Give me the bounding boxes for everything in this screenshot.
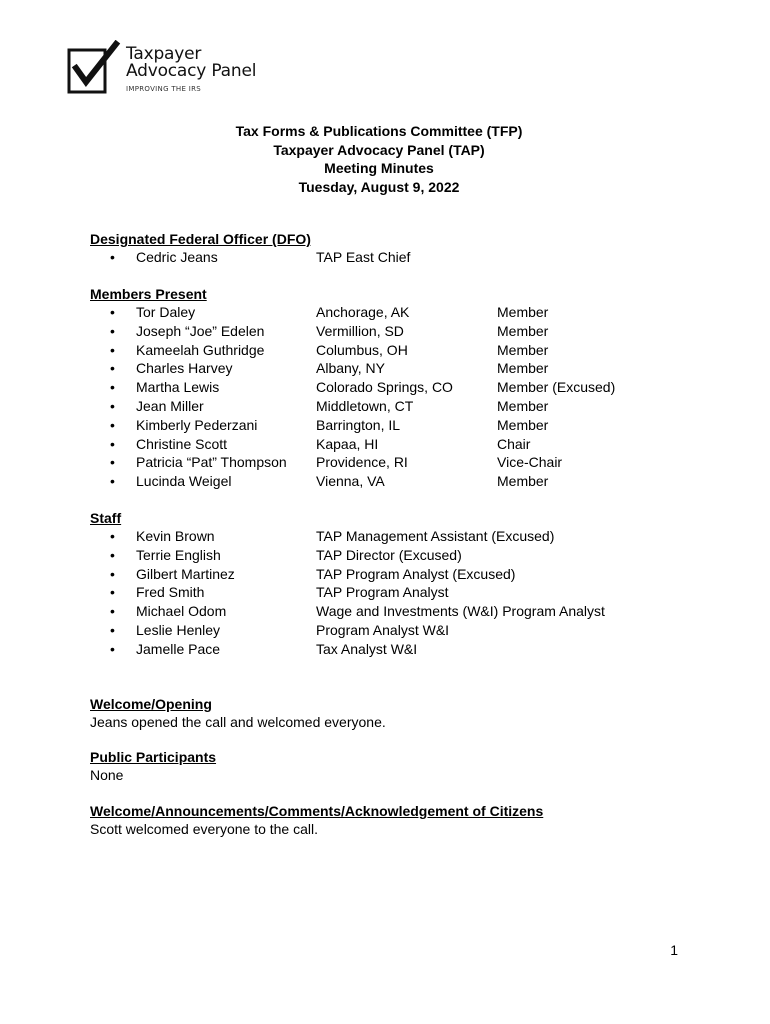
- staff-role: TAP Program Analyst (Excused): [316, 565, 516, 582]
- staff-name: Gilbert Martinez: [136, 565, 235, 582]
- member-name: Joseph “Joe” Edelen: [136, 322, 265, 339]
- public-participants-text: None: [90, 767, 124, 783]
- bullet: •: [110, 341, 115, 358]
- bullet: •: [110, 640, 115, 657]
- staff-name: Kevin Brown: [136, 528, 215, 544]
- welcome-opening-section: [90, 695, 386, 731]
- staff-name: Michael Odom: [136, 603, 227, 620]
- bullet: •: [110, 379, 115, 396]
- member-name: Christine Scott: [136, 435, 228, 452]
- title-committee: Tax Forms & Publications Committee (TFP): [235, 123, 523, 139]
- document-title: [0, 122, 758, 196]
- member-location: Anchorage, AK: [316, 304, 410, 320]
- member-name: Lucinda Weigel: [136, 473, 232, 490]
- staff-row: [90, 583, 449, 602]
- bullet: •: [110, 360, 115, 377]
- member-location: Columbus, OH: [316, 341, 408, 358]
- member-row: [90, 416, 549, 435]
- member-row: [90, 453, 563, 472]
- member-name: Charles Harvey: [136, 360, 233, 377]
- bullet: •: [110, 454, 115, 471]
- member-row: [90, 435, 531, 454]
- member-row: [90, 397, 549, 416]
- member-role: Member: [497, 322, 549, 339]
- bullet: •: [110, 565, 115, 582]
- member-name: Tor Daley: [136, 304, 196, 320]
- bullet: •: [110, 603, 115, 620]
- member-role: Member: [497, 473, 549, 490]
- member-name: Jean Miller: [136, 397, 204, 414]
- checkbox-check-icon: [66, 40, 122, 98]
- staff-row: [90, 640, 418, 659]
- member-name: Kimberly Pederzani: [136, 416, 258, 433]
- bullet: •: [110, 304, 115, 320]
- bullet: •: [110, 584, 115, 601]
- logo-tagline: IMPROVING THE IRS: [126, 85, 201, 93]
- member-name: Kameelah Guthridge: [136, 341, 265, 358]
- staff-role: Tax Analyst W&I: [316, 640, 418, 657]
- staff-row: [90, 602, 605, 621]
- bullet: •: [110, 473, 115, 490]
- announcements-text: Scott welcomed everyone to the call.: [90, 821, 319, 837]
- dfo-heading: Designated Federal Officer (DFO): [90, 231, 311, 247]
- bullet: •: [110, 621, 115, 638]
- public-participants-section: [90, 748, 216, 784]
- member-role: Member: [497, 360, 549, 377]
- member-location: Middletown, CT: [316, 397, 414, 414]
- member-role: Member: [497, 416, 549, 433]
- member-location: Vermillion, SD: [316, 322, 404, 339]
- welcome-opening-text: Jeans opened the call and welcomed everyone.: [90, 714, 386, 730]
- member-name: Martha Lewis: [136, 379, 220, 396]
- staff-heading: Staff: [90, 510, 122, 526]
- bullet: •: [110, 397, 115, 414]
- announcements-section: [90, 802, 543, 838]
- title-panel: Taxpayer Advocacy Panel (TAP): [273, 141, 485, 158]
- page-number: 1: [670, 942, 678, 958]
- member-row: [90, 322, 549, 341]
- members-section: [90, 285, 616, 491]
- dfo-section: [90, 230, 411, 267]
- staff-name: Fred Smith: [136, 584, 205, 601]
- taxpayer-advocacy-panel-logo: [66, 40, 276, 100]
- title-date: Tuesday, August 9, 2022: [298, 178, 460, 195]
- bullet: •: [110, 416, 115, 433]
- dfo-role: TAP East Chief: [316, 249, 411, 265]
- member-role: Vice-Chair: [497, 454, 563, 471]
- member-location: Providence, RI: [316, 454, 408, 471]
- bullet: •: [110, 528, 115, 544]
- bullet: •: [110, 435, 115, 452]
- staff-role: TAP Director (Excused): [316, 546, 462, 563]
- bullet: •: [110, 249, 115, 265]
- member-row: [90, 359, 549, 378]
- public-participants-heading: Public Participants: [90, 749, 217, 765]
- staff-role: Wage and Investments (W&I) Program Analyst: [316, 603, 605, 620]
- member-location: Vienna, VA: [316, 473, 385, 490]
- announcements-heading: Welcome/Announcements/Comments/Acknowledgement of Citizens: [90, 803, 544, 819]
- member-location: Barrington, IL: [316, 416, 401, 433]
- staff-role: Program Analyst W&I: [316, 621, 450, 638]
- dfo-row: [90, 248, 411, 267]
- logo-name-line1: Taxpayer: [126, 44, 202, 64]
- member-row: [90, 341, 549, 360]
- staff-name: Terrie English: [136, 546, 221, 563]
- member-location: Colorado Springs, CO: [316, 379, 453, 396]
- staff-section: [90, 509, 605, 659]
- staff-role: TAP Program Analyst: [316, 584, 449, 601]
- member-row: [90, 472, 549, 491]
- staff-name: Leslie Henley: [136, 621, 221, 638]
- member-role: Member: [497, 397, 549, 414]
- staff-row: [90, 546, 462, 565]
- logo-name: [126, 46, 256, 80]
- staff-row: [90, 621, 450, 640]
- bullet: •: [110, 546, 115, 563]
- member-role: Member: [497, 304, 549, 320]
- member-role: Member: [497, 341, 549, 358]
- staff-name: Jamelle Pace: [136, 640, 221, 657]
- member-location: Kapaa, HI: [316, 435, 379, 452]
- bullet: •: [110, 322, 115, 339]
- member-location: Albany, NY: [316, 360, 385, 377]
- member-role: Chair: [497, 435, 531, 452]
- title-meeting-minutes: Meeting Minutes: [324, 160, 434, 176]
- staff-role: TAP Management Assistant (Excused): [316, 528, 555, 544]
- member-role: Member (Excused): [497, 379, 616, 396]
- logo-name-line2: Advocacy Panel: [126, 61, 257, 81]
- welcome-opening-heading: Welcome/Opening: [90, 696, 212, 712]
- member-name: Patricia “Pat” Thompson: [136, 454, 287, 471]
- member-row: [90, 303, 549, 322]
- dfo-name: Cedric Jeans: [136, 249, 218, 265]
- staff-row: [90, 527, 555, 546]
- members-heading: Members Present: [90, 286, 207, 302]
- member-row: [90, 378, 616, 397]
- staff-row: [90, 565, 516, 584]
